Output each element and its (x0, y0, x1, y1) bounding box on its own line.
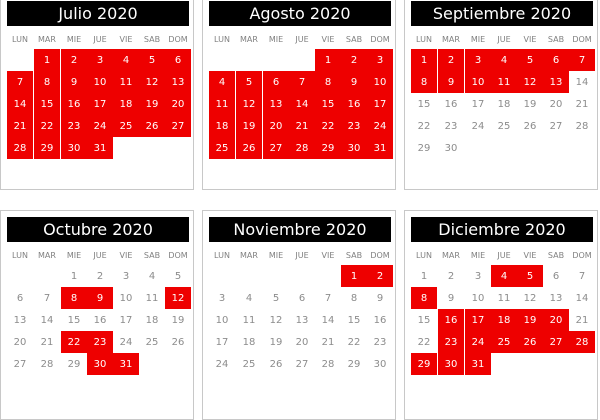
day-cell-highlighted[interactable]: 21 (289, 115, 315, 137)
day-cell[interactable]: 23 (373, 336, 387, 348)
day-cell[interactable]: 15 (67, 314, 81, 326)
day-cell-highlighted[interactable]: 11 (113, 71, 139, 93)
weekday-label: DOM (572, 35, 592, 44)
day-cell[interactable]: 12 (269, 314, 283, 326)
day-cell[interactable]: 3 (474, 270, 482, 282)
day-cell-highlighted[interactable]: 16 (61, 93, 87, 115)
day-cell-highlighted[interactable]: 2 (341, 49, 367, 71)
day-cell[interactable]: 17 (119, 314, 133, 326)
day-cell-highlighted[interactable]: 15 (315, 93, 341, 115)
month-panel (0, 0, 194, 190)
weekday-label: MIE (470, 35, 486, 44)
day-cell-highlighted[interactable]: 26 (139, 115, 165, 137)
day-cell-highlighted[interactable]: 10 (367, 71, 393, 93)
month-title: Septiembre 2020 (411, 1, 593, 26)
day-cell[interactable]: 14 (40, 314, 54, 326)
day-cell-highlighted[interactable]: 28 (7, 137, 33, 159)
weekday-label: DOM (572, 251, 592, 260)
day-cell-highlighted[interactable]: 18 (491, 309, 517, 331)
day-cell[interactable]: 24 (215, 358, 229, 370)
day-cell-highlighted[interactable]: 20 (263, 115, 289, 137)
day-cell[interactable]: 19 (171, 314, 185, 326)
day-cell[interactable]: 12 (523, 292, 537, 304)
weekday-label: LUN (214, 251, 230, 260)
day-cell-highlighted[interactable]: 31 (87, 137, 113, 159)
weekday-label: MAR (442, 35, 460, 44)
day-cell-highlighted[interactable]: 3 (465, 49, 491, 71)
weekday-label: VIE (321, 35, 335, 44)
day-cell-highlighted[interactable]: 4 (491, 49, 517, 71)
day-cell[interactable]: 16 (93, 314, 107, 326)
weekday-label: VIE (523, 35, 537, 44)
day-cell[interactable]: 10 (215, 314, 229, 326)
day-cell[interactable]: 10 (471, 292, 485, 304)
day-cell[interactable]: 25 (242, 358, 256, 370)
day-cell-highlighted[interactable]: 16 (341, 93, 367, 115)
day-cell-highlighted[interactable]: 23 (341, 115, 367, 137)
day-cell[interactable]: 11 (242, 314, 256, 326)
day-cell[interactable]: 25 (497, 120, 511, 132)
month-title: Diciembre 2020 (411, 217, 593, 242)
day-cell-highlighted[interactable]: 12 (165, 287, 191, 309)
weekday-label: VIE (119, 251, 133, 260)
day-cell-highlighted[interactable]: 19 (236, 115, 262, 137)
weekday-label: MIE (66, 35, 82, 44)
day-cell[interactable]: 24 (119, 336, 133, 348)
weekday-label: JUE (497, 35, 511, 44)
day-cell-highlighted[interactable]: 23 (438, 331, 464, 353)
weekday-label: SAB (143, 35, 161, 44)
day-cell-highlighted[interactable]: 17 (87, 93, 113, 115)
day-cell[interactable]: 9 (447, 292, 455, 304)
day-cell-highlighted[interactable]: 4 (491, 265, 517, 287)
day-cell[interactable]: 27 (549, 120, 563, 132)
day-cell[interactable]: 26 (523, 120, 537, 132)
day-cell[interactable]: 21 (40, 336, 54, 348)
day-cell-highlighted[interactable]: 5 (236, 71, 262, 93)
day-cell-highlighted[interactable]: 8 (411, 71, 437, 93)
day-cell-highlighted[interactable]: 22 (61, 331, 87, 353)
day-cell[interactable]: 22 (347, 336, 361, 348)
day-cell-highlighted[interactable]: 30 (341, 137, 367, 159)
day-cell[interactable]: 6 (298, 292, 306, 304)
month-title: Noviembre 2020 (209, 217, 391, 242)
day-cell-highlighted[interactable]: 13 (263, 93, 289, 115)
day-cell[interactable]: 14 (575, 76, 589, 88)
weekday-label: LUN (214, 35, 230, 44)
day-cell-highlighted[interactable]: 30 (61, 137, 87, 159)
weekday-label: MAR (38, 251, 56, 260)
day-cell-highlighted[interactable]: 26 (517, 331, 543, 353)
month-panel (0, 210, 194, 420)
day-cell-highlighted[interactable]: 31 (465, 353, 491, 375)
day-cell-highlighted[interactable]: 21 (7, 115, 33, 137)
day-cell-highlighted[interactable]: 24 (465, 331, 491, 353)
day-cell-highlighted[interactable]: 17 (465, 309, 491, 331)
day-cell[interactable]: 15 (347, 314, 361, 326)
weekday-label: VIE (119, 35, 133, 44)
day-cell[interactable]: 13 (549, 292, 563, 304)
day-cell-highlighted[interactable]: 7 (289, 71, 315, 93)
weekday-label: SAB (547, 35, 565, 44)
weekday-label: LUN (416, 35, 432, 44)
day-cell-highlighted[interactable]: 1 (315, 49, 341, 71)
day-cell-highlighted[interactable]: 20 (543, 309, 569, 331)
day-cell[interactable]: 1 (70, 270, 78, 282)
day-cell[interactable]: 26 (269, 358, 283, 370)
weekday-label: SAB (345, 251, 363, 260)
day-cell-highlighted[interactable]: 22 (315, 115, 341, 137)
day-cell-highlighted[interactable]: 13 (543, 71, 569, 93)
day-cell-highlighted[interactable]: 28 (289, 137, 315, 159)
day-cell-highlighted[interactable]: 18 (209, 115, 235, 137)
day-cell[interactable]: 14 (575, 292, 589, 304)
day-cell-highlighted[interactable]: 22 (34, 115, 60, 137)
day-cell[interactable]: 26 (171, 336, 185, 348)
day-cell[interactable]: 11 (145, 292, 159, 304)
day-cell[interactable]: 16 (444, 98, 458, 110)
day-cell-highlighted[interactable]: 29 (34, 137, 60, 159)
weekday-label: MAR (38, 35, 56, 44)
day-cell[interactable]: 20 (295, 336, 309, 348)
month-panel (202, 210, 396, 420)
weekday-label: MIE (268, 251, 284, 260)
day-cell[interactable]: 2 (447, 270, 455, 282)
day-cell[interactable]: 19 (523, 98, 537, 110)
weekday-label: DOM (370, 35, 390, 44)
day-cell[interactable]: 5 (174, 270, 182, 282)
weekday-label: LUN (12, 251, 28, 260)
day-cell-highlighted[interactable]: 1 (34, 49, 60, 71)
day-cell[interactable]: 5 (272, 292, 280, 304)
day-cell-highlighted[interactable]: 27 (543, 331, 569, 353)
day-cell[interactable]: 1 (420, 270, 428, 282)
weekday-label: VIE (321, 251, 335, 260)
weekday-label: VIE (523, 251, 537, 260)
day-cell[interactable]: 28 (321, 358, 335, 370)
day-cell[interactable]: 7 (324, 292, 332, 304)
day-cell-highlighted[interactable]: 14 (7, 93, 33, 115)
day-cell[interactable]: 29 (347, 358, 361, 370)
day-cell[interactable]: 14 (321, 314, 335, 326)
day-cell[interactable]: 3 (122, 270, 130, 282)
day-cell-highlighted[interactable]: 5 (139, 49, 165, 71)
day-cell[interactable]: 3 (218, 292, 226, 304)
day-cell-highlighted[interactable]: 20 (165, 93, 191, 115)
day-cell-highlighted[interactable]: 31 (113, 353, 139, 375)
day-cell[interactable]: 13 (13, 314, 27, 326)
day-cell-highlighted[interactable]: 8 (411, 287, 437, 309)
day-cell-highlighted[interactable]: 11 (491, 71, 517, 93)
day-cell[interactable]: 13 (295, 314, 309, 326)
day-cell[interactable]: 10 (119, 292, 133, 304)
day-cell-highlighted[interactable]: 15 (34, 93, 60, 115)
day-cell-highlighted[interactable]: 14 (289, 93, 315, 115)
day-cell-highlighted[interactable]: 4 (209, 71, 235, 93)
day-cell[interactable]: 28 (575, 120, 589, 132)
day-cell-highlighted[interactable]: 2 (61, 49, 87, 71)
day-cell[interactable]: 18 (497, 98, 511, 110)
day-cell-highlighted[interactable]: 5 (517, 49, 543, 71)
day-cell[interactable]: 18 (242, 336, 256, 348)
day-cell-highlighted[interactable]: 30 (87, 353, 113, 375)
day-cell[interactable]: 11 (497, 292, 511, 304)
day-cell[interactable]: 27 (13, 358, 27, 370)
month-title: Julio 2020 (7, 1, 189, 26)
day-cell-highlighted[interactable]: 24 (367, 115, 393, 137)
weekday-label: MIE (268, 35, 284, 44)
day-cell[interactable]: 29 (417, 142, 431, 154)
day-cell-highlighted[interactable]: 23 (87, 331, 113, 353)
day-cell[interactable]: 27 (295, 358, 309, 370)
day-cell-highlighted[interactable]: 3 (367, 49, 393, 71)
day-cell[interactable]: 4 (245, 292, 253, 304)
month-title: Agosto 2020 (209, 1, 391, 26)
day-cell-highlighted[interactable]: 7 (569, 49, 595, 71)
day-cell-highlighted[interactable]: 25 (491, 331, 517, 353)
day-cell-highlighted[interactable]: 19 (139, 93, 165, 115)
day-cell[interactable]: 18 (145, 314, 159, 326)
day-cell[interactable]: 19 (269, 336, 283, 348)
day-cell[interactable]: 17 (215, 336, 229, 348)
day-cell-highlighted[interactable]: 30 (438, 353, 464, 375)
weekday-label: MIE (66, 251, 82, 260)
weekday-label: MAR (240, 251, 258, 260)
month-panel (404, 0, 598, 190)
day-cell-highlighted[interactable]: 27 (263, 137, 289, 159)
day-cell[interactable]: 22 (417, 120, 431, 132)
day-cell-highlighted[interactable]: 8 (61, 287, 87, 309)
weekday-label: JUE (93, 35, 107, 44)
day-cell-highlighted[interactable]: 29 (315, 137, 341, 159)
weekday-label: JUE (295, 35, 309, 44)
day-cell[interactable]: 28 (40, 358, 54, 370)
day-cell-highlighted[interactable]: 29 (411, 353, 437, 375)
day-cell[interactable]: 21 (321, 336, 335, 348)
day-cell[interactable]: 4 (148, 270, 156, 282)
day-cell-highlighted[interactable]: 5 (517, 265, 543, 287)
day-cell-highlighted[interactable]: 11 (209, 93, 235, 115)
day-cell[interactable]: 24 (471, 120, 485, 132)
day-cell[interactable]: 20 (549, 98, 563, 110)
day-cell[interactable]: 7 (578, 270, 586, 282)
weekday-label: JUE (295, 251, 309, 260)
day-cell[interactable]: 21 (575, 314, 589, 326)
day-cell[interactable]: 15 (417, 98, 431, 110)
day-cell[interactable]: 9 (376, 292, 384, 304)
day-cell-highlighted[interactable]: 1 (411, 49, 437, 71)
weekday-label: LUN (416, 251, 432, 260)
day-cell-highlighted[interactable]: 27 (165, 115, 191, 137)
day-cell[interactable]: 30 (373, 358, 387, 370)
day-cell-highlighted[interactable]: 8 (34, 71, 60, 93)
day-cell-highlighted[interactable]: 28 (569, 331, 595, 353)
day-cell-highlighted[interactable]: 2 (367, 265, 393, 287)
weekday-label: MAR (442, 251, 460, 260)
day-cell-highlighted[interactable]: 19 (517, 309, 543, 331)
day-cell-highlighted[interactable]: 18 (113, 93, 139, 115)
day-cell[interactable]: 7 (43, 292, 51, 304)
day-cell-highlighted[interactable]: 9 (438, 71, 464, 93)
weekday-label: JUE (93, 251, 107, 260)
day-cell-highlighted[interactable]: 9 (61, 71, 87, 93)
weekday-label: MAR (240, 35, 258, 44)
day-cell[interactable]: 22 (417, 336, 431, 348)
day-cell-highlighted[interactable]: 25 (209, 137, 235, 159)
day-cell-highlighted[interactable]: 6 (543, 49, 569, 71)
day-cell-highlighted[interactable]: 8 (315, 71, 341, 93)
weekday-label: LUN (12, 35, 28, 44)
day-cell[interactable]: 30 (444, 142, 458, 154)
day-cell[interactable]: 16 (373, 314, 387, 326)
day-cell-highlighted[interactable]: 1 (341, 265, 367, 287)
day-cell[interactable]: 17 (471, 98, 485, 110)
day-cell-highlighted[interactable]: 4 (113, 49, 139, 71)
day-cell[interactable]: 6 (16, 292, 24, 304)
day-cell[interactable]: 29 (67, 358, 81, 370)
day-cell[interactable]: 6 (552, 270, 560, 282)
day-cell-highlighted[interactable]: 7 (7, 71, 33, 93)
day-cell-highlighted[interactable]: 17 (367, 93, 393, 115)
weekday-label: SAB (547, 251, 565, 260)
day-cell-highlighted[interactable]: 6 (263, 71, 289, 93)
day-cell-highlighted[interactable]: 24 (87, 115, 113, 137)
day-cell-highlighted[interactable]: 9 (341, 71, 367, 93)
day-cell-highlighted[interactable]: 12 (236, 93, 262, 115)
weekday-label: SAB (143, 251, 161, 260)
day-cell-highlighted[interactable]: 2 (438, 49, 464, 71)
month-panel (404, 210, 598, 420)
weekday-label: DOM (168, 35, 188, 44)
day-cell[interactable]: 15 (417, 314, 431, 326)
day-cell-highlighted[interactable]: 25 (113, 115, 139, 137)
weekday-label: MIE (470, 251, 486, 260)
day-cell-highlighted[interactable]: 3 (87, 49, 113, 71)
day-cell-highlighted[interactable]: 16 (438, 309, 464, 331)
weekday-label: DOM (168, 251, 188, 260)
day-cell-highlighted[interactable]: 31 (367, 137, 393, 159)
weekday-label: JUE (497, 251, 511, 260)
day-cell[interactable]: 21 (575, 98, 589, 110)
day-cell[interactable]: 25 (145, 336, 159, 348)
day-cell-highlighted[interactable]: 10 (465, 71, 491, 93)
month-panel (202, 0, 396, 190)
day-cell[interactable]: 20 (13, 336, 27, 348)
day-cell-highlighted[interactable]: 13 (165, 71, 191, 93)
day-cell-highlighted[interactable]: 6 (165, 49, 191, 71)
weekday-label: DOM (370, 251, 390, 260)
day-cell-highlighted[interactable]: 12 (517, 71, 543, 93)
month-title: Octubre 2020 (7, 217, 189, 242)
day-cell-highlighted[interactable]: 12 (139, 71, 165, 93)
day-cell[interactable]: 8 (350, 292, 358, 304)
day-cell-highlighted[interactable]: 26 (236, 137, 262, 159)
day-cell-highlighted[interactable]: 23 (61, 115, 87, 137)
day-cell-highlighted[interactable]: 9 (87, 287, 113, 309)
weekday-label: SAB (345, 35, 363, 44)
day-cell[interactable]: 2 (96, 270, 104, 282)
day-cell[interactable]: 23 (444, 120, 458, 132)
day-cell-highlighted[interactable]: 10 (87, 71, 113, 93)
